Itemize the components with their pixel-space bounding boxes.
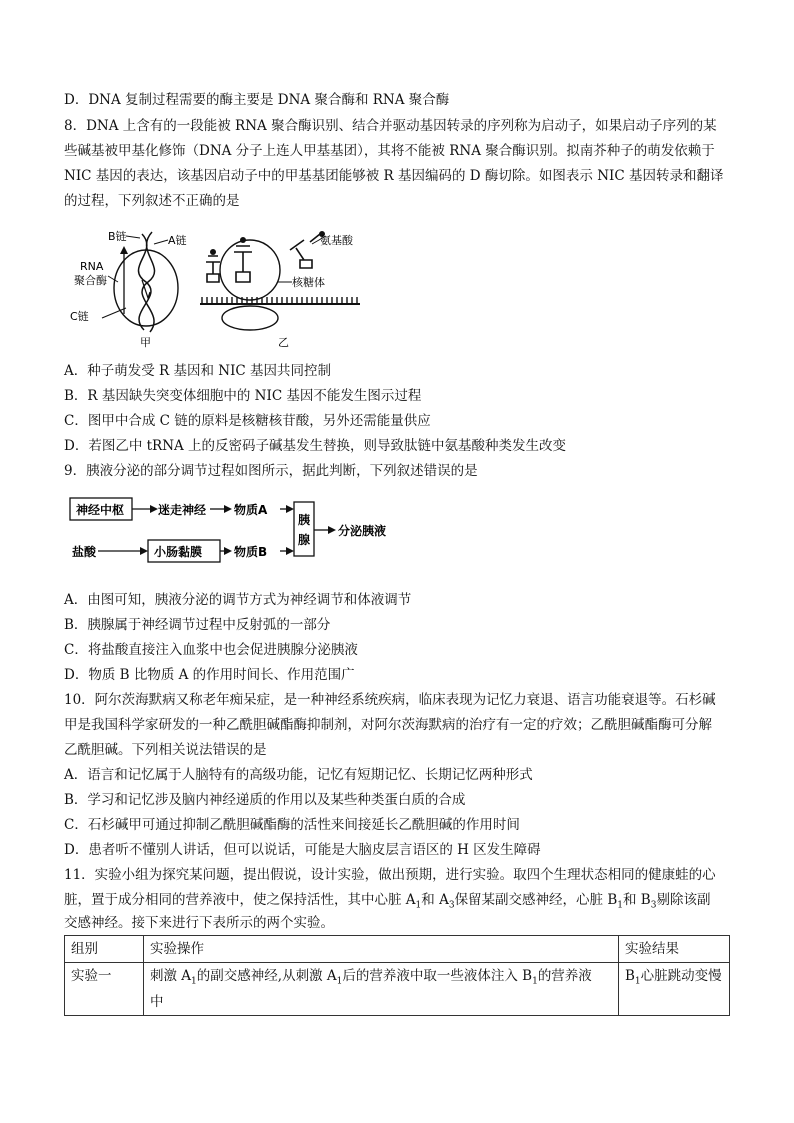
dna-helix-strand-2 [142,232,155,332]
amino-acid-dot-1 [210,249,216,255]
cell-group: 实验一 [65,963,144,1016]
header-group: 组别 [65,936,144,963]
text-pancreas-2: 腺 [298,533,311,547]
arrowhead-1 [150,505,158,513]
label-b-chain: B链 [108,230,127,243]
q9-figure [68,492,568,572]
label-c-chain: C链 [70,310,89,323]
arrowhead-5 [140,547,148,555]
label-ribosome: 核糖体 [292,276,325,289]
label-yi: 乙 [278,336,289,349]
pointer-polymerase [108,276,118,282]
q8-option-b: B．R 基因缺失突变体细胞中的 NIC 基因不能发生图示过程 [64,388,422,404]
text-secrete-juice: 分泌胰液 [338,524,387,538]
q8-stem-line3: NIC 基因的表达，该基因启动子中的甲基基团能够被 R 基因编码的 D 酶切除。如图表示 NIC 基因转录和翻译 [64,168,724,184]
q8-figure [64,222,364,350]
q9-option-c: C．将盐酸直接注入血浆中也会促进胰腺分泌胰液 [64,642,358,658]
q8-option-a: A．种子萌发受 R 基因和 NIC 基因共同控制 [64,363,332,379]
amino-acid-dot-2 [240,237,246,243]
header-result: 实验结果 [619,936,730,963]
q11-stem-line3: 交感神经。接下来进行下表所示的两个实验。 [64,915,334,931]
q9-option-d: D．物质 B 比物质 A 的作用时间长、作用范围广 [64,667,355,683]
arrowhead-6 [224,547,232,555]
q10-stem-line1: 10．阿尔茨海默病又称老年痴呆症，是一种神经系统疾病，临床表现为记忆力衰退、语言功能衰退等。石杉碱 [64,692,716,708]
arrowhead-4 [328,526,336,534]
ribosome-small-subunit [222,306,278,330]
text-substance-a: 物质A [234,503,268,517]
label-a-chain: A链 [168,234,187,247]
q8-stem-line1: 8．DNA 上含有的一段能被 RNA 聚合酶识别、结合并驱动基因转录的序列称为启动子，如果启动子序列的某 [64,118,717,134]
box-pancreas [294,502,314,556]
label-jia: 甲 [140,336,151,349]
q10-option-c: C．石杉碱甲可通过抑制乙酰胆碱酯酶的活性来间接延长乙酰胆碱的作用时间 [64,817,520,833]
text-substance-b: 物质B [234,545,268,559]
table-row [65,963,730,1016]
upward-arrowhead [120,246,128,254]
cell-operation: 刺激 $A_1$的副交感神经,从刺激 $A_1$后的营养液中取一些液体注入 $B_1$的营养液 中 [144,963,619,1016]
q11-stem-line1: 11．实验小组为探究某问题，提出假说，设计实验，做出预期，进行实验。取四个生理状态相同的健康蛙的心 [64,867,716,883]
pointer-b-chain [126,236,140,238]
label-amino-acid: 氨基酸 [320,234,353,247]
label-rna: RNA [80,260,104,273]
trna-left [206,256,220,282]
text-hcl: 盐酸 [72,545,97,559]
q10-option-d: D．患者听不懂别人讲话，但可以说话，可能是大脑皮层言语区的 H 区发生障碍 [64,842,541,858]
cell-result: $B_1$心脏跳动变慢 [619,963,730,1016]
q9-option-b: B．胰腺属于神经调节过程中反射弧的一部分 [64,617,331,633]
q7-option-d: D．DNA 复制过程需要的酶主要是 DNA 聚合酶和 RNA 聚合酶 [64,92,450,108]
q10-stem-line3: 乙酰胆碱。下列相关说法错误的是 [64,742,267,758]
table-header-row [65,936,730,963]
text-intestinal-mucosa: 小肠黏膜 [154,545,203,559]
q10-option-b: B．学习和记忆涉及脑内神经递质的作用以及某些种类蛋白质的合成 [64,792,466,808]
trna-center [234,246,252,282]
label-polymerase: 聚合酶 [74,274,107,287]
q8-stem-line2: 些碱基被甲基化修饰（DNA 分子上连人甲基基团），其将不能被 RNA 聚合酶识别。拟南芥种子的萌发依赖于 [64,143,715,159]
pointer-a-chain [154,240,168,244]
mrna-codon-ticks [202,297,357,304]
trna-right [290,234,320,268]
arrowhead-3 [286,505,294,513]
experiment-table [64,935,730,1016]
q8-stem-line4: 的过程，下列叙述不正确的是 [64,193,240,209]
text-pancreas-1: 胰 [298,513,311,527]
q10-option-a: A．语言和记忆属于人脑特有的高级功能，记忆有短期记忆、长期记忆两种形式 [64,767,533,783]
q10-stem-line2: 甲是我国科学家研发的一种乙酰胆碱酯酶抑制剂，对阿尔茨海默病的治疗有一定的疗效；乙酰胆碱酯酶可分解 [64,717,712,733]
arrowhead-7 [286,547,294,555]
q8-option-d: D．若图乙中 tRNA 上的反密码子碱基发生替换，则导致肽链中氨基酸种类发生改变 [64,438,567,454]
q8-option-c: C．图甲中合成 C 链的原料是核糖核苷酸，另外还需能量供应 [64,413,431,429]
ribosome-large-subunit [220,240,280,300]
q11-stem-line2: 脏，置于成分相同的营养液中，使之保持活性，其中心脏 $A_1$和 $A_3$保留某副交感神经，心脏 $B_1$和 $B_3$剔除该副 [64,892,711,911]
text-vagus-nerve: 迷走神经 [158,503,207,517]
header-operation: 实验操作 [144,936,619,963]
arrowhead-2 [224,505,232,513]
q9-option-a: A．由图可知，胰液分泌的调节方式为神经调节和体液调节 [64,592,412,608]
q9-stem: 9．胰液分泌的部分调节过程如图所示，据此判断，下列叙述错误的是 [64,463,478,479]
text-nerve-center: 神经中枢 [76,503,125,517]
